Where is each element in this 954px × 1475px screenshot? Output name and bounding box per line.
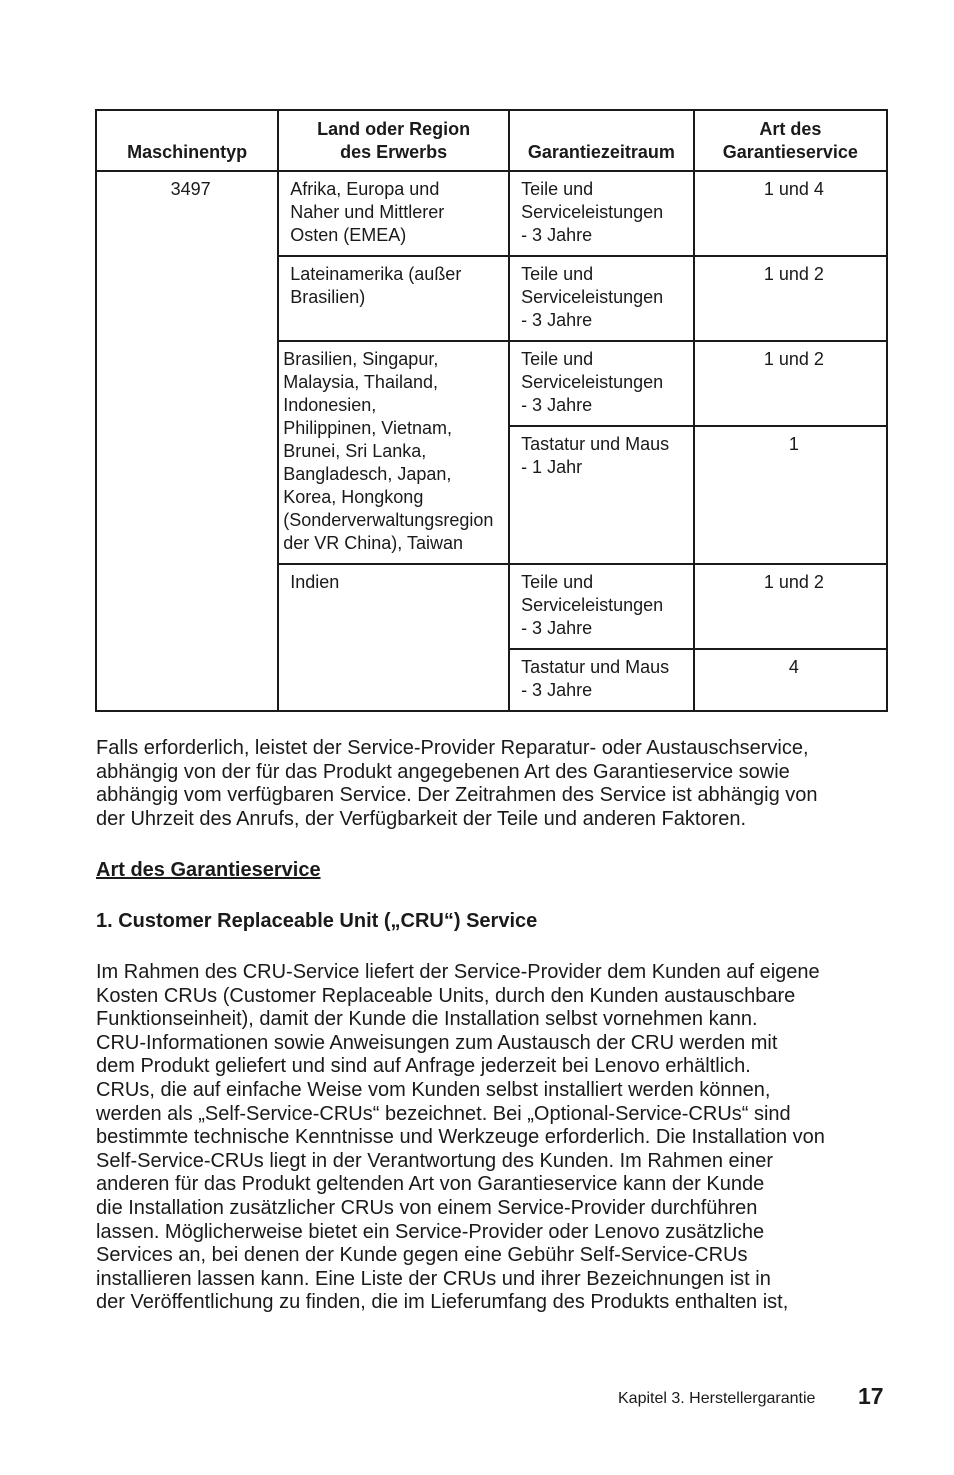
text-line: der Uhrzeit des Anrufs, der Verfügbarkeit der Teile und anderen Faktoren. xyxy=(96,807,747,830)
footer-chapter: Kapitel 3. Herstellergarantie xyxy=(618,1390,816,1407)
service-type-cell: 1 und 2 xyxy=(694,341,887,426)
text-line: abhängig vom verfügbaren Service. Der Zeitrahmen des Service ist abhängig von xyxy=(96,784,818,807)
service-type-cell: 1 und 4 xyxy=(694,171,887,256)
period-cell: Teile und Serviceleistungen - 3 Jahre xyxy=(509,171,694,256)
service-type-cell: 4 xyxy=(694,649,887,711)
header-service-type: Art des Garantieservice xyxy=(694,110,887,171)
header-region: Land oder Region des Erwerbs xyxy=(278,110,509,171)
machine-type-cell: 3497 xyxy=(96,171,278,711)
text-line: dem Produkt geliefert und sind auf Anfrage jederzeit bei Lenovo erhältlich. xyxy=(96,1055,751,1078)
service-type-cell: 1 und 2 xyxy=(694,256,887,341)
text-line: Kosten CRUs (Customer Replaceable Units, durch den Kunden austauschbare xyxy=(96,984,796,1007)
period-cell: Tastatur und Maus - 1 Jahr xyxy=(509,426,694,564)
text-line: lassen. Möglicherweise bietet ein Service-Provider oder Lenovo zusätzliche xyxy=(96,1220,765,1243)
region-cell: Afrika, Europa und Naher und Mittlerer Osten (EMEA) xyxy=(278,171,509,256)
text-line: werden als „Self-Service-CRUs“ bezeichnet. Bei „Optional-Service-CRUs“ sind xyxy=(96,1102,791,1125)
header-machine-type: Maschinentyp xyxy=(96,110,278,171)
region-cell: Indien xyxy=(278,564,509,711)
text-line: anderen für das Produkt geltenden Art von Garantieservice kann der Kunde xyxy=(96,1173,765,1196)
region-cell: Brasilien, Singapur, Malaysia, Thailand, Indonesien, Philippinen, Vietnam, Brunei, Sri Lanka, Bangladesch, Japan, Korea, Hongkong (Sonderverwaltungsregion der VR China), Taiwan xyxy=(278,341,509,564)
service-type-cell: 1 und 2 xyxy=(694,564,887,649)
header-period: Garantiezeitraum xyxy=(509,110,694,171)
table-header-row xyxy=(96,110,887,171)
section-heading-service-type: Art des Garantieservice xyxy=(96,859,321,881)
text-line: CRU-Informationen sowie Anweisungen zum Austausch der CRU werden mit xyxy=(96,1031,778,1054)
table-row xyxy=(96,171,887,256)
period-cell: Teile und Serviceleistungen - 3 Jahre xyxy=(509,341,694,426)
intro-paragraph xyxy=(96,737,896,831)
text-line: der Veröffentlichung zu finden, die im Lieferumfang des Produkts enthalten ist, xyxy=(96,1291,789,1314)
region-cell: Lateinamerika (außer Brasilien) xyxy=(278,256,509,341)
period-cell: Tastatur und Maus - 3 Jahre xyxy=(509,649,694,711)
text-line: bestimmte technische Kenntnisse und Werkzeuge erforderlich. Die Installation von xyxy=(96,1126,825,1149)
service-type-cell: 1 xyxy=(694,426,887,564)
page-number: 17 xyxy=(858,1383,884,1409)
text-line: CRUs, die auf einfache Weise vom Kunden selbst installiert werden können, xyxy=(96,1078,771,1101)
text-line: Self-Service-CRUs liegt in der Verantwortung des Kunden. Im Rahmen einer xyxy=(96,1149,773,1172)
text-line: Im Rahmen des CRU-Service liefert der Service-Provider dem Kunden auf eigene xyxy=(96,961,820,983)
text-line: Falls erforderlich, leistet der Service-Provider Reparatur- oder Austauschservice, xyxy=(96,737,809,759)
text-line: die Installation zusätzlicher CRUs von einem Service-Provider durchführen xyxy=(96,1196,758,1219)
warranty-table xyxy=(95,109,888,712)
period-cell: Teile und Serviceleistungen - 3 Jahre xyxy=(509,564,694,649)
text-line: Funktionseinheit), damit der Kunde die Installation selbst vornehmen kann. xyxy=(96,1008,758,1031)
text-line: installieren lassen kann. Eine Liste der CRUs und ihrer Bezeichnungen ist in xyxy=(96,1267,771,1290)
subsection-heading-cru: 1. Customer Replaceable Unit („CRU“) Service xyxy=(96,910,538,932)
text-line: abhängig von der für das Produkt angegebenen Art des Garantieservice sowie xyxy=(96,760,790,783)
cru-paragraph xyxy=(96,961,896,1315)
text-line: Services an, bei denen der Kunde gegen eine Gebühr Self-Service-CRUs xyxy=(96,1244,748,1267)
period-cell: Teile und Serviceleistungen - 3 Jahre xyxy=(509,256,694,341)
